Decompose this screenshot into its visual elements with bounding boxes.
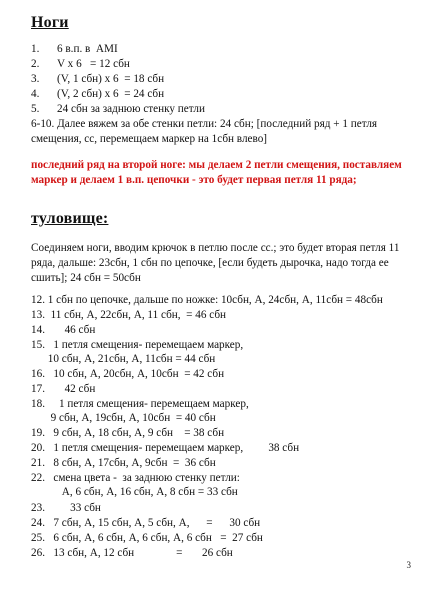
body-row: 13. 11 сбн, А, 22сбн, А, 11 сбн, = 46 сбн	[31, 309, 227, 321]
row-number: 3.	[31, 73, 40, 85]
body-row: 23. 33 сбн	[31, 502, 101, 514]
legs-row-4	[31, 87, 164, 101]
row-text: 6 в.п. в AMI	[57, 43, 118, 55]
row-number: 5.	[31, 103, 40, 115]
legs-row-5	[31, 102, 205, 116]
row-number: 1.	[31, 43, 40, 55]
legs-row-3	[31, 72, 164, 86]
legs-row-6-10: 6-10. Далее вяжем за обе стенки петли: 24 сбн; [последний ряд + 1 петля смещения, сс, перемещаем маркер на 1сбн влево]	[31, 118, 378, 145]
body-row: А, 6 сбн, А, 16 сбн, А, 8 сбн = 33 сбн	[31, 486, 238, 498]
body-row: 26. 13 сбн, А, 12 сбн = 26 сбн	[31, 547, 233, 559]
legs-heading: Ноги	[31, 14, 69, 31]
body-row: 14. 46 сбн	[31, 324, 96, 336]
legs-note-red: последний ряд на второй ноге: мы делаем 2 петли смещения, поставляем маркер и делаем 1 в.п. цепочки - это будет первая петля 11 ряда;	[31, 159, 402, 186]
body-row: 17. 42 сбн	[31, 383, 96, 395]
body-row: 21. 8 сбн, А, 17сбн, А, 9сбн = 36 сбн	[31, 457, 216, 469]
body-row: 10 сбн, А, 21сбн, А, 11сбн = 44 сбн	[31, 353, 216, 365]
body-row: 18. 1 петля смещения- перемещаем маркер,	[31, 398, 249, 410]
body-row: 20. 1 петля смещения- перемещаем маркер, 38 сбн	[31, 442, 300, 454]
row-number: 2.	[31, 58, 40, 70]
row-text: 24 сбн за заднюю стенку петли	[57, 103, 205, 115]
body-row: 22. смена цвета - за заднюю стенку петли:	[31, 472, 240, 484]
body-row: 15. 1 петля смещения- перемещаем маркер,	[31, 339, 244, 351]
body-row: 12. 1 сбн по цепочке, дальше по ножке: 10сбн, А, 24сбн, А, 11сбн = 48сбн	[31, 294, 383, 306]
row-text: (V, 1 сбн) x 6 = 18 сбн	[57, 73, 165, 85]
body-row: 19. 9 сбн, А, 18 сбн, А, 9 сбн = 38 сбн	[31, 427, 225, 439]
legs-row-1	[31, 42, 118, 56]
row-text: (V, 2 сбн) x 6 = 24 сбн	[57, 88, 165, 100]
page-number: 3	[406, 560, 411, 570]
row-text: V x 6 = 12 сбн	[57, 58, 130, 70]
row-number: 4.	[31, 88, 40, 100]
body-row: 24. 7 сбн, А, 15 сбн, А, 5 сбн, А, = 30 сбн	[31, 517, 261, 529]
body-heading: туловище:	[31, 210, 109, 227]
body-row: 9 сбн, А, 19сбн, А, 10сбн = 40 сбн	[31, 412, 216, 424]
body-intro: Соединяем ноги, вводим крючок в петлю после сс.; это будет вторая петля 11 ряда, дальше: 23сбн, 1 сбн по цепочке, [если будеть дырочка, надо тогда ее сшить]; 24 сбн = 50сбн	[31, 242, 400, 284]
body-row: 25. 6 сбн, А, 6 сбн, А, 6 сбн, А, 6 сбн = 27 сбн	[31, 532, 263, 544]
body-row: 16. 10 сбн, А, 20сбн, А, 10сбн = 42 сбн	[31, 368, 225, 380]
legs-row-2	[31, 57, 130, 71]
